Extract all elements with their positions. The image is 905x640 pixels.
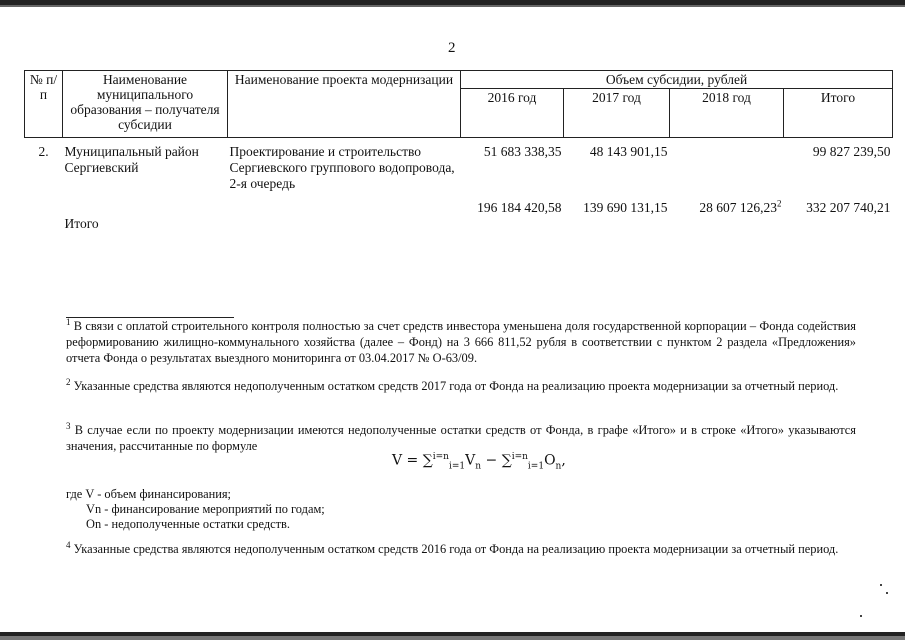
header-volume-group: Объем субсидии, рублей xyxy=(461,71,893,89)
totals-total: 332 207 740,21 xyxy=(806,200,891,215)
row-municipality: Муниципальный район Сергиевский xyxy=(64,144,199,175)
header-2018: 2018 год xyxy=(670,89,784,138)
footnote-1-mark: 1 xyxy=(66,316,71,327)
footnote-3-mark: 3 xyxy=(66,420,71,431)
header-municipality: Наименование муниципального образования – получателя субсидии xyxy=(63,71,228,138)
totals-label-row xyxy=(25,216,893,232)
footnote-2-mark: 2 xyxy=(66,376,71,387)
row-total: 99 827 239,50 xyxy=(812,144,891,159)
footnote-2: $^2$ Указанные средства являются недополученным остатком средств 2017 года от Фонда на реализацию проекта модернизации за отчетный период. xyxy=(66,376,839,393)
scan-border-bottom-shadow xyxy=(0,636,905,640)
scan-speck xyxy=(860,615,862,617)
totals-2018: 28 607 126,23$^2$ xyxy=(699,198,782,215)
page-number: 2 xyxy=(448,40,456,56)
totals-2016: 196 184 420,58 xyxy=(477,200,562,215)
totals-label: Итого xyxy=(64,216,99,231)
header-total: Итого xyxy=(784,89,893,138)
definition-on: On - недополученные остатки средств. xyxy=(86,517,290,531)
scan-speck xyxy=(880,584,882,586)
footnote-4: $^4$ Указанные средства являются недополученным остатком средств 2016 года от Фонда на реализацию проекта модернизации за отчетный период. xyxy=(66,539,839,556)
header-2016: 2016 год xyxy=(461,89,564,138)
row-num: 2. xyxy=(38,144,49,159)
footnote-4-mark: 4 xyxy=(66,539,71,550)
header-project: Наименование проекта модернизации xyxy=(228,71,461,138)
scan-speck xyxy=(886,592,888,594)
formula: $V = \sum^{i=n}_{i=1}V_n - \sum^{i=n}_{i=1}O_n$, xyxy=(392,452,566,472)
header-num: № п/п xyxy=(25,71,63,138)
header-row-1 xyxy=(25,71,893,89)
header-2017: 2017 год xyxy=(564,89,670,138)
subsidy-table xyxy=(24,70,893,232)
row-2018 xyxy=(670,144,784,192)
footnote-3: $^3$ В случае если по проекту модернизации имеются недополученные остатки средств от Фонда, в графе «Итого» и в строке «Итого» указываются значения, рассчитанные по формуле xyxy=(66,420,857,453)
table-row xyxy=(25,144,893,192)
row-2017: 48 143 901,15 xyxy=(589,144,668,159)
definition-vn: Vn - финансирование мероприятий по годам; xyxy=(86,502,325,516)
totals-2017: 139 690 131,15 xyxy=(583,200,668,215)
footnote-1: $^1$ В связи с оплатой строительного контроля полностью за счет средств инвестора уменьшена доля государственной корпорации – Фонда содействия реформированию жилищно-коммунального хозяйства (далее – Фонд) на 3 666 811,52 рубля в соответствии с пунктом 2 раздела «Предложения» отчета Фонда о результатах выездного мониторинга от 03.04.2017 № О-63/09. xyxy=(66,316,856,365)
scan-border-top-shadow xyxy=(0,5,905,7)
definition-v: где V - объем финансирования; xyxy=(66,487,231,501)
formula-definitions xyxy=(66,487,325,532)
row-2016: 51 683 338,35 xyxy=(483,144,562,159)
totals-2018-footnote-ref: 2 xyxy=(777,198,782,209)
totals-values-row xyxy=(25,192,893,216)
row-project: Проектирование и строительство Сергиевского группового водопровода, 2-я очередь xyxy=(229,144,455,191)
